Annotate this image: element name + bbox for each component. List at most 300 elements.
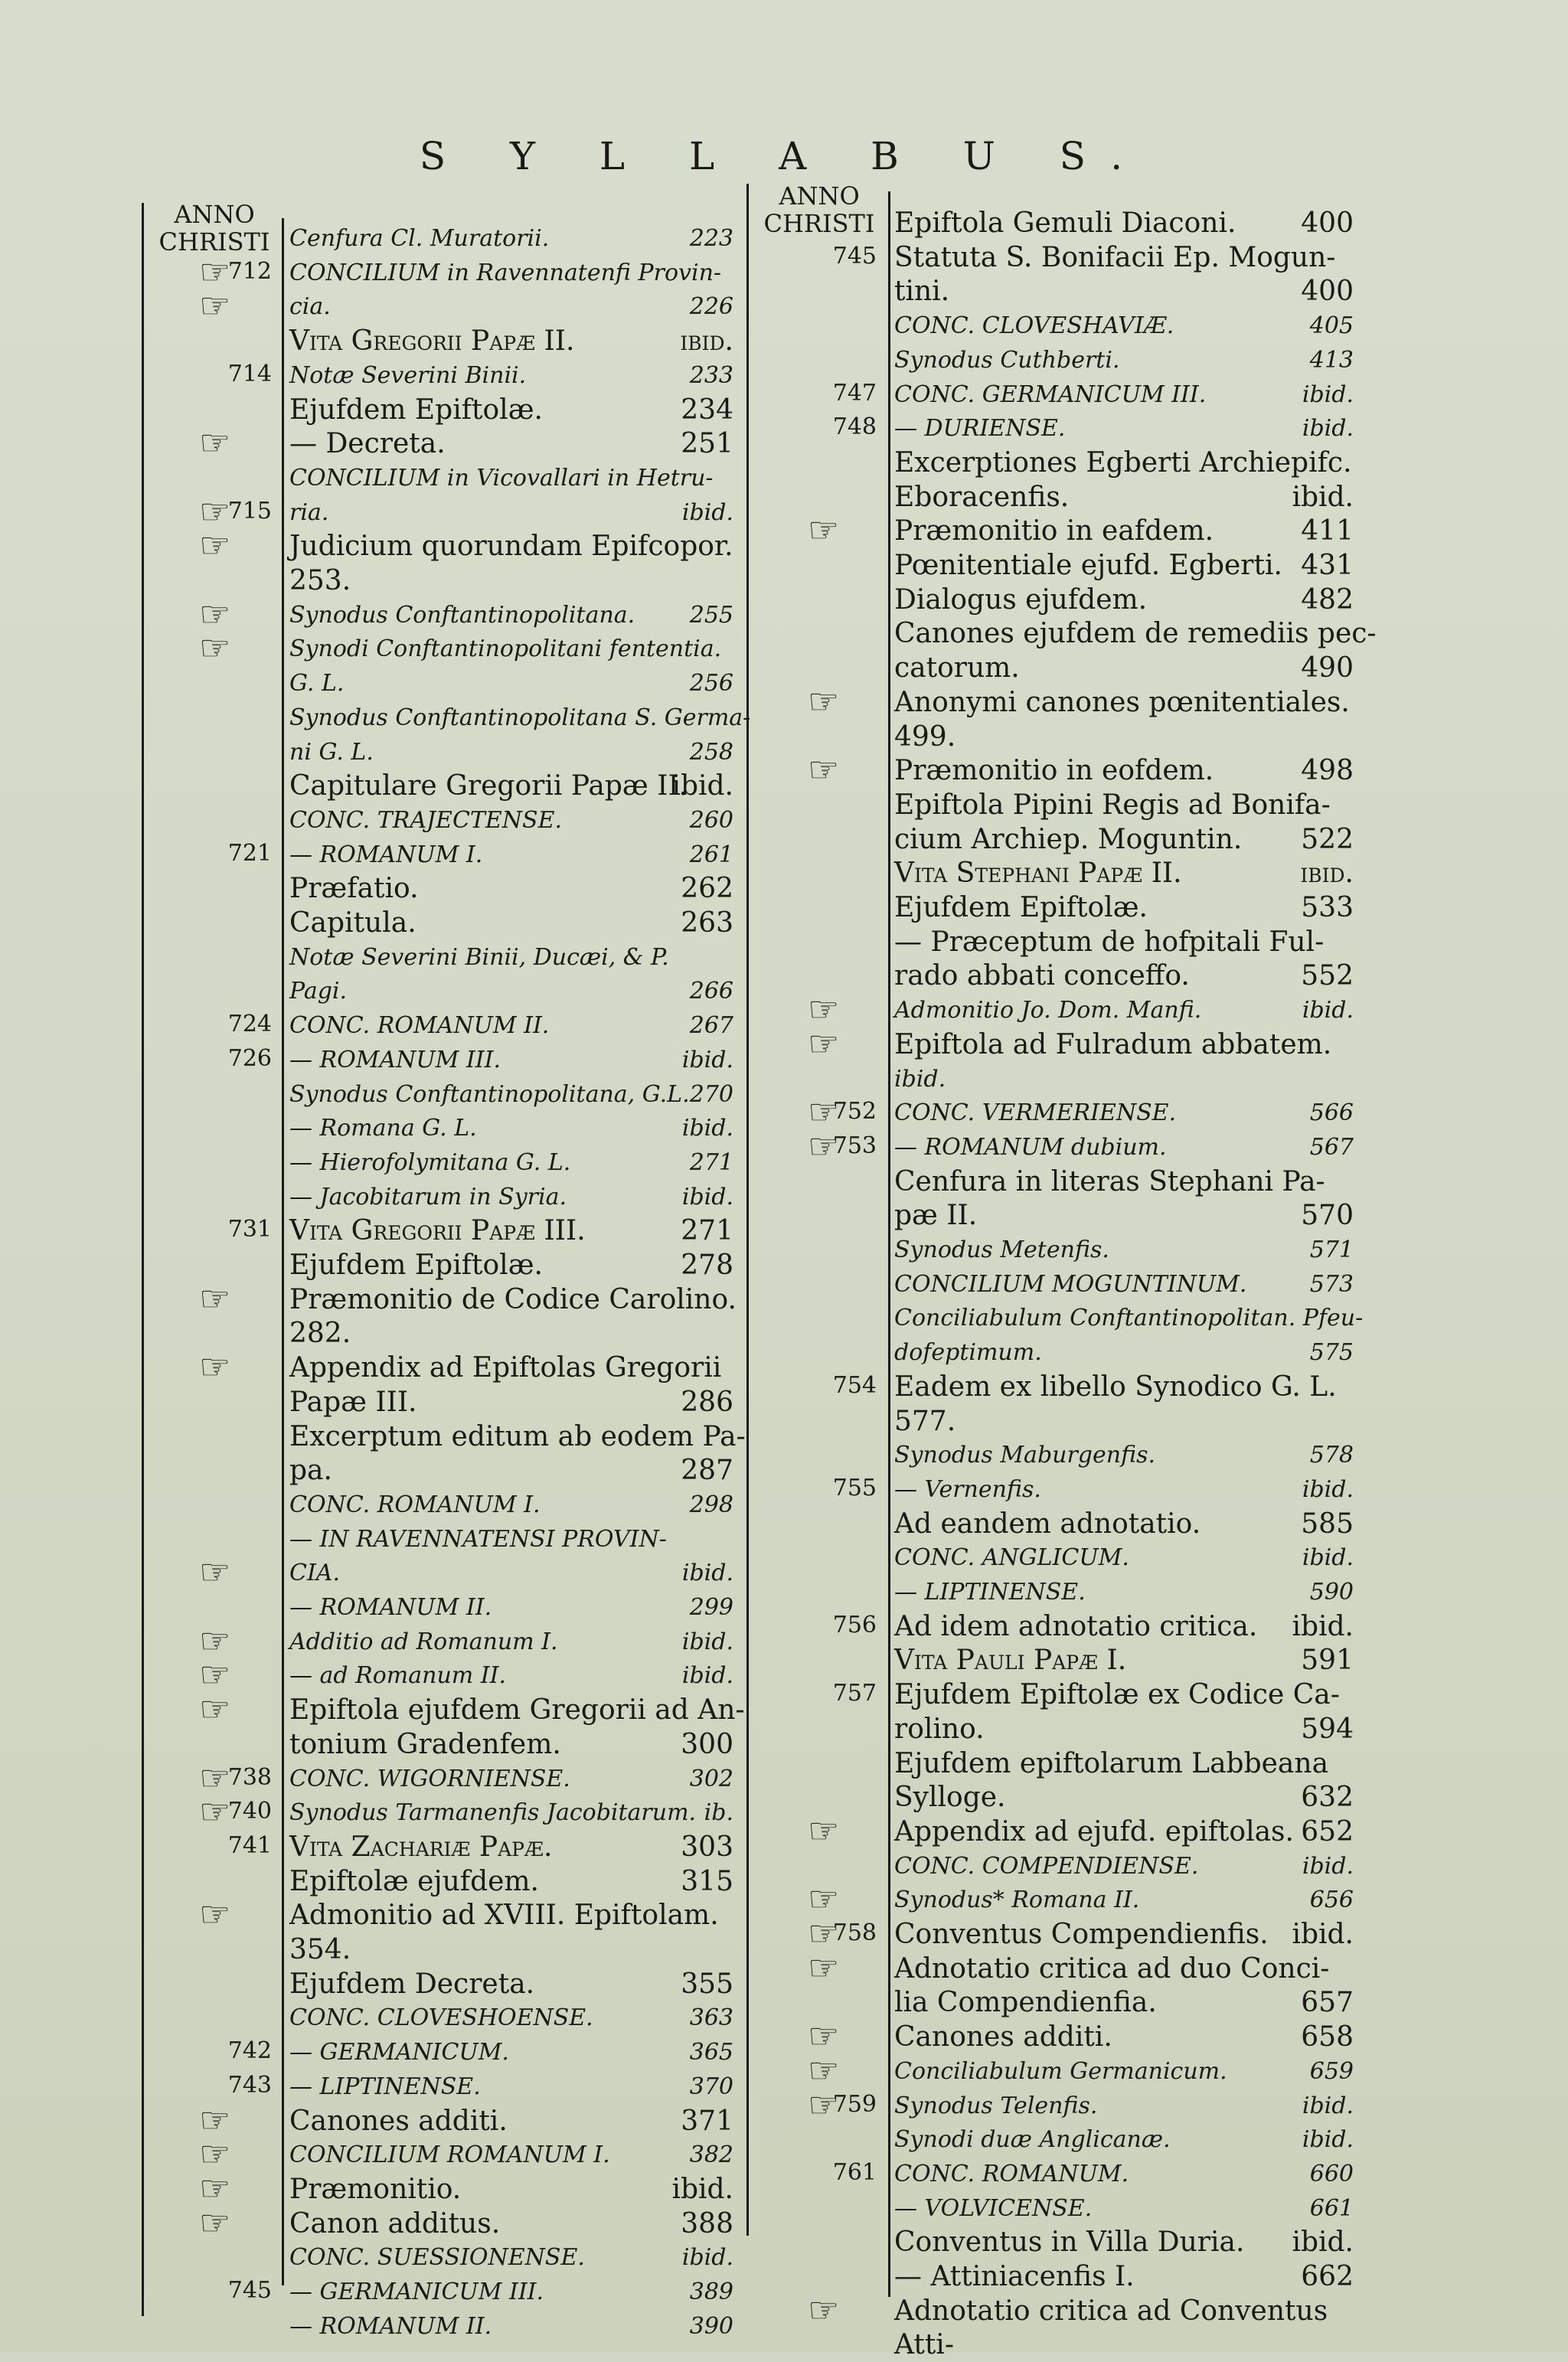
entry-text: Epiftola ejufdem Gregorii ad An- xyxy=(289,1694,745,1727)
index-entry xyxy=(894,1063,1354,1096)
year-marker: 745 xyxy=(227,2277,272,2304)
year-marker: 756 xyxy=(832,1611,877,1638)
entry-page-number: 411 xyxy=(1301,515,1354,547)
entry-page-number: 498 xyxy=(1301,755,1354,787)
entry-text: — VOLVICENSE. xyxy=(894,2194,1093,2222)
entry-page-number: 490 xyxy=(1301,652,1354,684)
entry-page-number: ibid. xyxy=(1302,2092,1354,2119)
index-entry xyxy=(894,412,1354,446)
index-entry xyxy=(289,1831,733,1864)
entry-page-number: 656 xyxy=(1309,1887,1354,1914)
pointing-hand-icon: ☞ xyxy=(808,509,840,551)
index-entry xyxy=(289,1181,733,1214)
index-entry xyxy=(894,1850,1354,1883)
year-marker: 747 xyxy=(832,379,877,407)
entry-text: Dialogus ejufdem. xyxy=(894,583,1148,616)
index-entry xyxy=(894,1644,1354,1678)
entry-page-number: 571 xyxy=(1309,1237,1354,1263)
year-marker: 754 xyxy=(832,1371,877,1399)
entry-text: CONC. ROMANUM. xyxy=(894,2160,1129,2187)
entry-text: CONCILIUM in Ravennatenfi Provin- xyxy=(289,259,722,286)
index-entry xyxy=(894,446,1354,480)
entry-page-number: ibid. xyxy=(681,1183,733,1210)
entry-page-number: 271 xyxy=(681,1215,733,1247)
entry-page-number: ibid. xyxy=(1302,997,1354,1024)
index-entry xyxy=(894,1883,1354,1917)
pointing-hand-icon: ☞ xyxy=(199,1346,231,1388)
index-entry xyxy=(289,2241,733,2275)
index-entry xyxy=(289,1659,733,1693)
year-marker: 715 xyxy=(227,497,272,524)
entry-text: Vita Gregorii Papæ III. xyxy=(289,1215,586,1247)
entry-page-number: ibid. xyxy=(1302,2126,1354,2154)
index-entry xyxy=(894,1405,1354,1439)
index-entry xyxy=(289,2001,733,2035)
year-marker: 753 xyxy=(832,1132,877,1159)
entry-page-number: 389 xyxy=(689,2279,733,2305)
index-entry xyxy=(289,1214,733,1248)
year-marker: 761 xyxy=(832,2158,877,2186)
index-entry xyxy=(289,975,733,1008)
index-entry xyxy=(894,207,1354,240)
entry-text: Conventus Compendienfis. xyxy=(894,1919,1269,1950)
index-entry xyxy=(289,222,733,256)
entry-page-number: ibid. xyxy=(1292,481,1354,513)
entry-text: Vita Gregorii Papæ II. xyxy=(289,325,575,358)
year-marker: 726 xyxy=(227,1044,272,1072)
entry-text: Sylloge. xyxy=(894,1782,1006,1814)
index-entry xyxy=(289,427,733,461)
pointing-hand-icon: ☞ xyxy=(199,2201,231,2243)
index-entry xyxy=(894,1576,1354,1609)
entry-text: — GERMANICUM. xyxy=(289,2039,509,2066)
index-entry xyxy=(894,1336,1354,1370)
entry-page-number: 262 xyxy=(681,873,733,905)
entry-text: lia Compendienfia. xyxy=(894,1987,1157,2019)
entry-page-number: 388 xyxy=(681,2207,733,2239)
entry-text: ria. xyxy=(289,498,329,526)
entry-text: Ad idem adnotatio critica. xyxy=(894,1610,1258,1642)
entry-page-number: 658 xyxy=(1301,2021,1354,2053)
entry-text: rado abbati conceffo. xyxy=(894,960,1190,992)
entry-text: Statuta S. Bonifacii Ep. Mogun- xyxy=(894,241,1336,273)
entry-page-number: 287 xyxy=(681,1455,733,1487)
entry-page-number: 267 xyxy=(689,1012,733,1040)
index-entry xyxy=(894,1268,1354,1302)
entry-page-number: 575 xyxy=(1309,1339,1354,1367)
entry-text: Conciliabulum Germanicum. xyxy=(894,2057,1227,2085)
entry-text: — Attiniacenfis I. xyxy=(894,2261,1135,2292)
index-entry xyxy=(289,564,733,598)
entry-text: Anonymi canones pœnitentiales. xyxy=(894,686,1350,718)
index-entry xyxy=(289,1351,733,1385)
index-entry xyxy=(894,1781,1354,1815)
entry-text: — ROMANUM dubium. xyxy=(894,1133,1167,1161)
right-column-rule xyxy=(888,191,890,2297)
index-entry xyxy=(894,959,1354,993)
entry-text: Canon additus. xyxy=(289,2207,501,2239)
center-rule xyxy=(746,184,749,2236)
entry-text: Conventus in Villa Duria. xyxy=(894,2226,1245,2259)
index-entry xyxy=(894,1918,1354,1952)
entry-page-number: 365 xyxy=(689,2039,733,2066)
index-entry xyxy=(894,686,1354,720)
entry-text: — LIPTINENSE. xyxy=(289,2073,481,2100)
entry-text: Ejufdem Epiftolæ ex Codice Ca- xyxy=(894,1679,1340,1711)
entry-page-number: 315 xyxy=(681,1865,733,1897)
index-entry xyxy=(894,241,1354,275)
index-entry xyxy=(894,926,1354,959)
entry-text: Ejufdem Epiftolæ. xyxy=(289,1250,543,1281)
entry-text: Ejufdem epiftolarum Labbeana xyxy=(894,1747,1329,1779)
entry-page-number: 660 xyxy=(1309,2160,1354,2187)
anno-label: ANNO xyxy=(779,181,860,211)
entry-page-number: ib. xyxy=(704,1799,733,1827)
index-entry xyxy=(289,1968,733,2001)
index-entry xyxy=(894,1986,1354,2020)
year-marker: 724 xyxy=(227,1011,272,1038)
entry-page-number: 303 xyxy=(681,1831,733,1863)
entry-page-number: ibid. xyxy=(1292,1919,1354,1950)
index-entry xyxy=(894,2021,1354,2054)
pointing-hand-icon: ☞ xyxy=(808,1809,840,1851)
entry-page-number: 371 xyxy=(681,2105,733,2137)
entry-page-number: 567 xyxy=(1309,1133,1354,1161)
entry-page-number: 299 xyxy=(689,1594,733,1621)
index-entry xyxy=(894,617,1377,651)
entry-text: Pœnitentiale ejufd. Egberti. xyxy=(894,550,1282,581)
index-entry xyxy=(289,1146,733,1180)
index-entry xyxy=(289,2036,733,2070)
entry-page-number: 652 xyxy=(1301,1815,1354,1847)
year-marker: 745 xyxy=(832,242,877,270)
entry-page-number: 400 xyxy=(1301,276,1354,308)
pointing-hand-icon: ☞ xyxy=(808,1878,840,1920)
entry-page-number: 413 xyxy=(1309,346,1354,374)
index-entry xyxy=(894,1541,1354,1575)
entry-text: rolino. xyxy=(894,1713,985,1745)
entry-page-number: 300 xyxy=(681,1728,733,1760)
entry-page-number: 256 xyxy=(689,670,733,697)
index-entry xyxy=(289,256,733,290)
index-entry xyxy=(894,652,1354,685)
index-entry xyxy=(289,1523,733,1557)
entry-page-number: 594 xyxy=(1301,1713,1354,1745)
entry-text: — Vernenfis. xyxy=(894,1475,1041,1503)
entry-text: Præfatio. xyxy=(289,873,419,905)
pointing-hand-icon: ☞ xyxy=(199,2133,231,2175)
entry-text: Cenfura in literas Stephani Pa- xyxy=(894,1165,1325,1197)
entry-text: Vita Stephani Papæ II. xyxy=(894,858,1182,890)
entry-text: Synodus Cuthberti. xyxy=(894,346,1120,374)
pointing-hand-icon: ☞ xyxy=(199,1277,231,1319)
entry-text: Synodi duæ Anglicanæ. xyxy=(894,2126,1171,2154)
entry-page-number: 370 xyxy=(689,2073,733,2100)
pointing-hand-icon: ☞ xyxy=(808,1913,840,1954)
entry-text: CONC. TRAJECTENSE. xyxy=(289,806,563,834)
entry-text: Canones additi. xyxy=(289,2105,508,2137)
entry-text: Papæ III. xyxy=(289,1386,417,1418)
pointing-hand-icon: ☞ xyxy=(199,422,231,464)
entry-text: 577. xyxy=(894,1405,956,1437)
index-entry xyxy=(289,701,751,735)
entry-text: ibid. xyxy=(894,1065,946,1093)
entry-text: Synodus Metenfis. xyxy=(894,1237,1109,1263)
index-entry xyxy=(289,1386,733,1419)
entry-page-number: 659 xyxy=(1309,2057,1354,2085)
entry-text: Admonitio ad XVIII. Epiftolam. xyxy=(289,1900,719,1932)
index-entry xyxy=(289,1078,733,1112)
index-entry xyxy=(289,1249,733,1282)
entry-page-number: ibid. xyxy=(1300,858,1354,890)
index-entry xyxy=(894,2123,1354,2157)
entry-text: Epiftola Gemuli Diaconi. xyxy=(894,207,1236,239)
entry-text: — ROMANUM II. xyxy=(289,1594,492,1621)
index-entry xyxy=(289,1317,733,1351)
index-entry xyxy=(289,530,733,564)
entry-text: tonium Gradenfem. xyxy=(289,1728,561,1760)
entry-text: Ejufdem Epiftolæ. xyxy=(894,892,1148,923)
entry-page-number: 566 xyxy=(1309,1099,1354,1127)
entry-page-number: 405 xyxy=(1309,312,1354,340)
index-entry xyxy=(289,2207,733,2241)
index-entry xyxy=(894,1610,1354,1644)
index-entry xyxy=(894,1131,1354,1165)
index-entry xyxy=(289,2138,733,2172)
christi-label: CHRISTI xyxy=(158,227,270,256)
entry-page-number: ibid. xyxy=(681,1046,733,1073)
entry-text: Synodus Telenfis. xyxy=(894,2092,1098,2119)
index-entry xyxy=(894,857,1354,890)
entry-text: cia. xyxy=(289,293,331,321)
pointing-hand-icon: ☞ xyxy=(199,250,231,292)
index-entry xyxy=(894,275,1354,309)
entry-text: 282. xyxy=(289,1318,351,1350)
index-entry xyxy=(894,2158,1354,2191)
entry-text: Additio ad Romanum I. xyxy=(289,1628,558,1655)
index-entry xyxy=(894,1747,1354,1781)
entry-page-number: ibid. xyxy=(681,498,733,526)
index-entry xyxy=(289,290,733,324)
entry-text: — ROMANUM II. xyxy=(289,2312,492,2340)
year-marker: 731 xyxy=(227,1216,272,1243)
entry-text: Præmonitio de Codice Carolino. xyxy=(289,1283,737,1315)
index-entry xyxy=(289,838,733,872)
entry-page-number: 591 xyxy=(1301,1645,1354,1677)
entry-text: Synodus Conftantinopolitana, G.L. xyxy=(289,1080,690,1108)
entry-text: Adnotatio critica ad Conventus xyxy=(894,2295,1328,2327)
index-entry xyxy=(289,1899,733,1932)
entry-text: pa. xyxy=(289,1455,332,1487)
entry-text: Cenfura Cl. Muratorii. xyxy=(289,225,550,252)
index-entry xyxy=(894,1713,1354,1746)
index-entry xyxy=(289,2310,733,2344)
pointing-hand-icon: ☞ xyxy=(199,2099,231,2141)
index-entry xyxy=(289,667,733,701)
entry-text: Synodus Conftantinopolitana. xyxy=(289,601,635,629)
index-entry xyxy=(894,2192,1354,2226)
index-entry xyxy=(894,549,1354,583)
year-marker: 758 xyxy=(832,1919,877,1946)
pointing-hand-icon: ☞ xyxy=(808,1125,840,1167)
entry-page-number: 234 xyxy=(681,394,733,426)
entry-page-number: 573 xyxy=(1309,1270,1354,1298)
entry-page-number: ibid. xyxy=(680,325,733,358)
entry-page-number: ibid. xyxy=(1292,2226,1354,2259)
entry-text: Atti- xyxy=(894,2329,954,2361)
index-entry xyxy=(894,1370,1354,1404)
entry-page-number: 570 xyxy=(1301,1200,1354,1232)
entry-text: Capitula. xyxy=(289,907,416,939)
entry-page-number: 657 xyxy=(1301,1987,1354,2019)
entry-text: 253. xyxy=(289,565,351,596)
index-entry xyxy=(289,1557,733,1590)
index-entry xyxy=(894,583,1354,617)
entry-text: — DURIENSE. xyxy=(894,415,1066,443)
index-entry xyxy=(894,1952,1354,1986)
entry-page-number: 661 xyxy=(1309,2194,1354,2222)
pointing-hand-icon: ☞ xyxy=(199,1619,231,1661)
index-entry xyxy=(894,344,1354,377)
pointing-hand-icon: ☞ xyxy=(199,1791,231,1833)
entry-page-number: 578 xyxy=(1309,1442,1354,1469)
entry-page-number: ibid. xyxy=(1302,1852,1354,1880)
index-entry xyxy=(289,1420,746,1454)
index-entry xyxy=(894,720,1354,754)
index-entry xyxy=(894,754,1354,788)
entry-page-number: ibid. xyxy=(681,1662,733,1690)
index-entry xyxy=(289,599,733,632)
entry-text: CONC. GERMANICUM III. xyxy=(894,381,1207,408)
pointing-hand-icon: ☞ xyxy=(199,285,231,327)
pointing-hand-icon: ☞ xyxy=(199,1893,231,1936)
index-entry xyxy=(289,2070,733,2104)
entry-page-number: 226 xyxy=(689,293,733,321)
entry-text: CONC. VERMERIENSE. xyxy=(894,1099,1177,1127)
pointing-hand-icon: ☞ xyxy=(808,2083,840,2125)
index-entry xyxy=(894,481,1354,515)
pointing-hand-icon: ☞ xyxy=(808,680,840,722)
pointing-hand-icon: ☞ xyxy=(808,988,840,1031)
entry-text: Admonitio Jo. Dom. Manfi. xyxy=(894,997,1202,1024)
entry-text: Synodi Conftantinopolitani fententia. xyxy=(289,635,722,663)
year-marker: 712 xyxy=(227,257,272,285)
index-entry xyxy=(289,1009,733,1043)
entry-text: Synodus* Romana II. xyxy=(894,1887,1140,1914)
index-entry xyxy=(894,1096,1354,1130)
entry-text: Judicium quorundam Epifcopor. xyxy=(289,531,733,563)
index-entry xyxy=(289,325,733,358)
entry-page-number: 255 xyxy=(689,601,733,629)
pointing-hand-icon: ☞ xyxy=(199,593,231,635)
year-marker: 757 xyxy=(832,1680,877,1707)
index-entry xyxy=(894,1815,1354,1849)
index-entry xyxy=(289,359,733,393)
entry-text: CONC. WIGORNIENSE. xyxy=(289,1765,570,1792)
entry-text: Capitulare Gregorii Papæ II. xyxy=(289,770,688,802)
entry-page-number: 590 xyxy=(1309,1579,1354,1606)
index-entry xyxy=(289,769,733,803)
entry-text: — GERMANICUM III. xyxy=(289,2279,544,2305)
entry-text: — Romana G. L. xyxy=(289,1115,477,1142)
year-marker: 743 xyxy=(227,2071,272,2099)
pointing-hand-icon: ☞ xyxy=(199,1654,231,1696)
entry-page-number: 585 xyxy=(1301,1508,1354,1540)
index-entry xyxy=(894,1302,1364,1335)
entry-page-number: 298 xyxy=(689,1491,733,1518)
index-entry xyxy=(894,1028,1354,1062)
entry-text: Notæ Severini Binii. xyxy=(289,361,527,389)
entry-page-number: 482 xyxy=(1301,583,1354,616)
entry-text: Synodus Conftantinopolitana S. Germa- xyxy=(289,704,751,731)
entry-text: Appendix ad Epiftolas Gregorii xyxy=(289,1352,722,1384)
anno-label: ANNO xyxy=(174,200,255,229)
entry-text: dofeptimum. xyxy=(894,1339,1042,1367)
entry-page-number: ibid. xyxy=(1302,1475,1354,1503)
index-entry xyxy=(894,2226,1354,2259)
entry-text: ni G. L. xyxy=(289,738,374,766)
entry-text: — Hierofolymitana G. L. xyxy=(289,1148,571,1176)
entry-page-number: ibid. xyxy=(671,2173,733,2205)
pointing-hand-icon: ☞ xyxy=(808,1022,840,1064)
entry-page-number: 233 xyxy=(689,361,733,389)
entry-text: CONC. ROMANUM II. xyxy=(289,1012,550,1040)
entry-text: Appendix ad ejufd. epiftolas. xyxy=(894,1815,1294,1847)
entry-text: CONC. CLOVESHOENSE. xyxy=(289,2004,593,2032)
index-entry xyxy=(894,1165,1354,1199)
entry-text: CONCILIUM in Vicovallari in Hetru- xyxy=(289,464,714,492)
entry-text: catorum. xyxy=(894,652,1020,684)
entry-page-number: 286 xyxy=(681,1386,733,1418)
left-years-column xyxy=(145,222,279,2305)
index-entry xyxy=(894,1233,1354,1267)
index-entry xyxy=(289,2275,733,2309)
entry-text: — IN RAVENNATENSI PROVIN- xyxy=(289,1525,667,1553)
entry-page-number: 223 xyxy=(689,225,733,252)
index-entry xyxy=(894,789,1354,822)
entry-text: Præmonitio in eafdem. xyxy=(894,515,1214,547)
entry-page-number: 662 xyxy=(1301,2261,1354,2292)
entry-text: — ROMANUM I. xyxy=(289,841,483,868)
year-marker: 742 xyxy=(227,2037,272,2065)
entry-text: Ejufdem Epiftolæ. xyxy=(289,394,543,426)
pointing-hand-icon: ☞ xyxy=(199,490,231,532)
entry-text: 354. xyxy=(289,1934,351,1965)
index-entry xyxy=(289,1625,733,1659)
entry-text: Præmonitio in eofdem. xyxy=(894,755,1214,787)
index-entry xyxy=(894,1508,1354,1541)
entry-text: — Præceptum de hofpitali Ful- xyxy=(894,926,1325,958)
index-entry xyxy=(289,2105,733,2138)
index-entry xyxy=(289,941,733,975)
year-marker: 759 xyxy=(832,2090,877,2118)
year-marker: 740 xyxy=(227,1798,272,1825)
entry-page-number: 271 xyxy=(689,1148,733,1176)
entry-text: CIA. xyxy=(289,1560,341,1587)
index-entry xyxy=(289,1865,733,1899)
entry-text: Ejufdem Decreta. xyxy=(289,1968,535,2000)
pointing-hand-icon: ☞ xyxy=(199,1756,231,1798)
year-marker: 755 xyxy=(832,1474,877,1501)
index-entry xyxy=(894,1473,1354,1507)
pointing-hand-icon: ☞ xyxy=(199,524,231,567)
left-column-rule xyxy=(282,218,284,2285)
entry-text: — ad Romanum II. xyxy=(289,1662,507,1690)
entry-page-number: 251 xyxy=(681,428,733,460)
entry-text: Pagi. xyxy=(289,978,348,1005)
entry-text: — ROMANUM III. xyxy=(289,1046,501,1073)
index-entry xyxy=(894,2328,1354,2362)
